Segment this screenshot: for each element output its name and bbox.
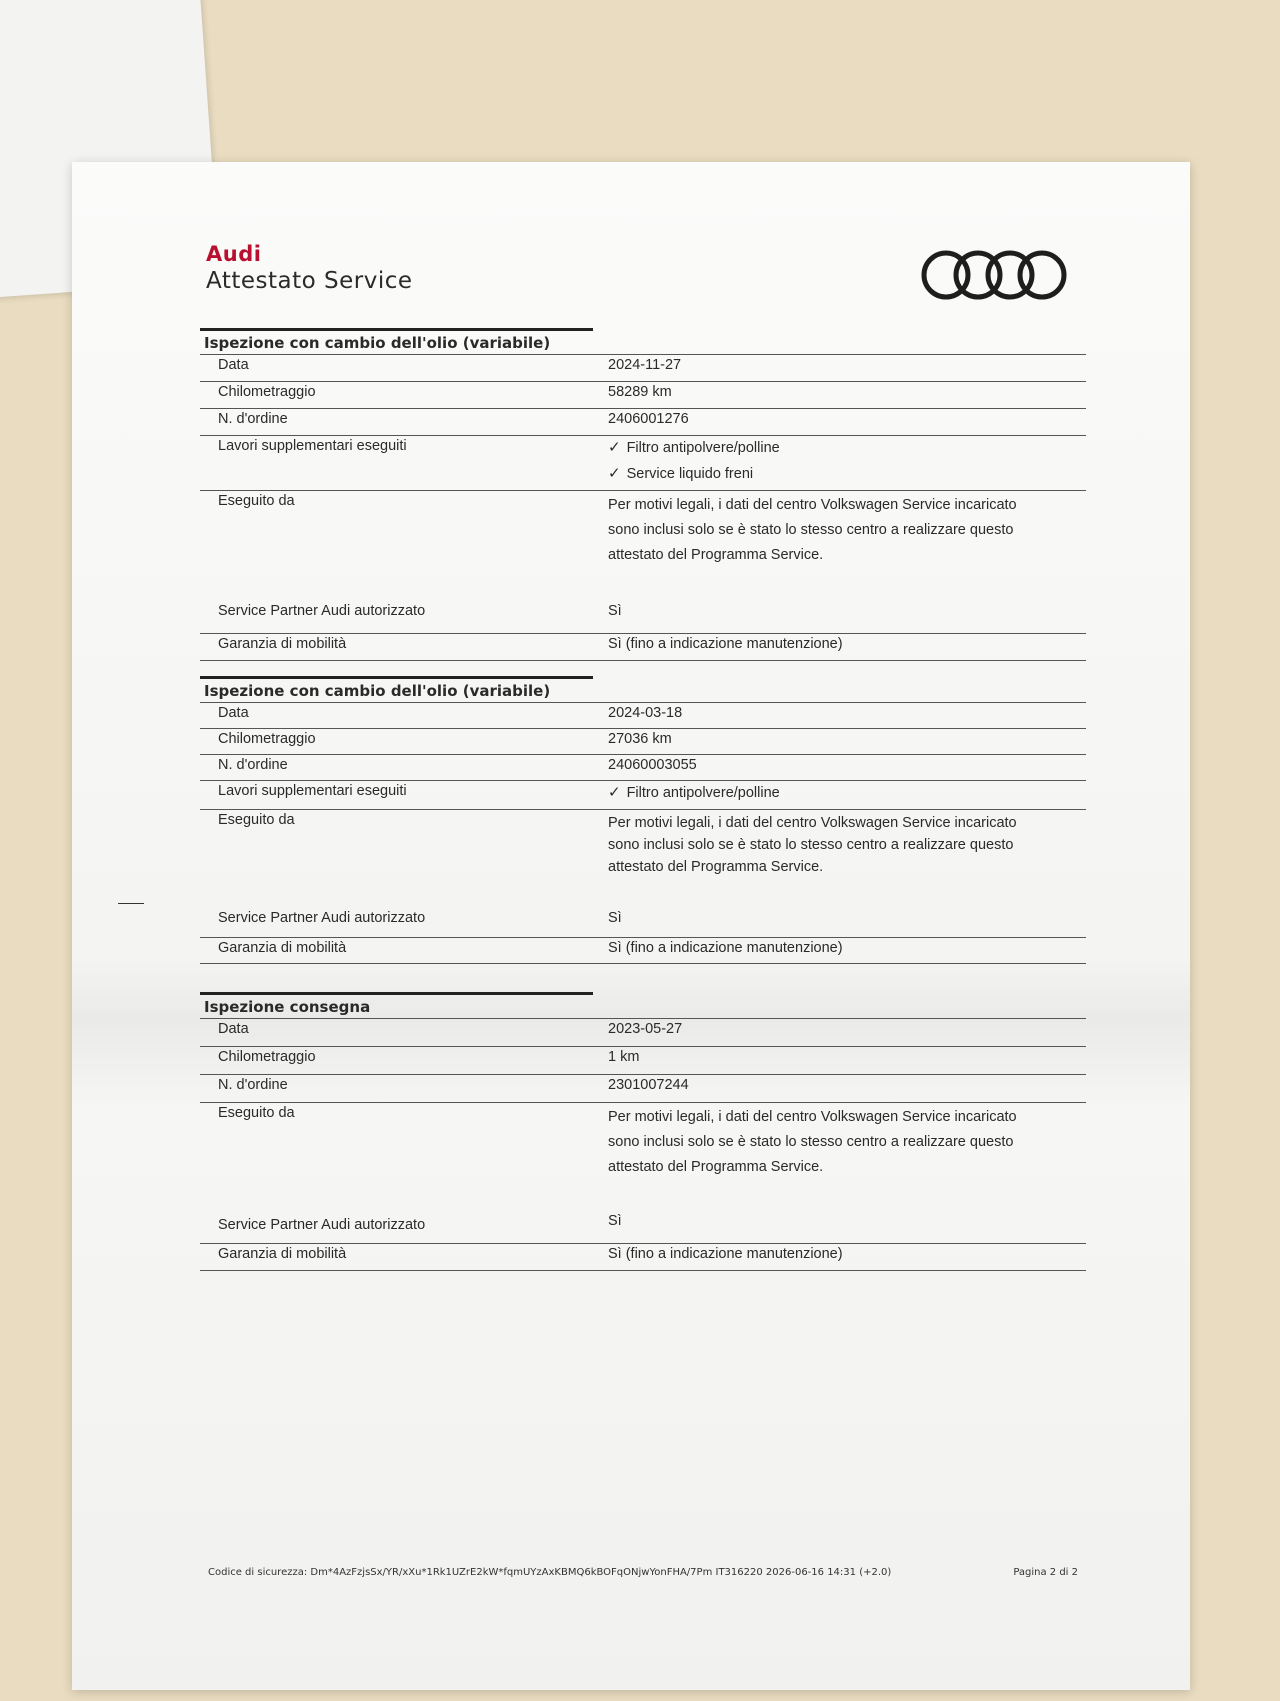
- service-certificate-page: [72, 162, 1190, 1690]
- performed-by-note: Per motivi legali, i dati del centro Volkswagen Service incaricato sono inclusi solo se è stato lo stesso centro a realizzare questo attestato del Programma Service.: [608, 497, 1017, 563]
- order-number-label: N. d'ordine: [218, 1077, 288, 1093]
- mileage-value: 1 km: [608, 1049, 640, 1065]
- mileage-label: Chilometraggio: [218, 731, 316, 747]
- row-mileage: [200, 729, 1086, 755]
- row-mobility-guarantee: [200, 938, 1086, 964]
- mileage-label: Chilometraggio: [218, 384, 316, 400]
- page-number: Pagina 2 di 2: [1013, 1567, 1078, 1578]
- order-number-value: 2406001276: [608, 411, 689, 427]
- section-title: Ispezione con cambio dell'olio (variabile): [200, 328, 593, 354]
- date-label: Data: [218, 1021, 249, 1037]
- document-title: Attestato Service: [206, 268, 413, 294]
- order-number-value: 2301007244: [608, 1077, 689, 1093]
- mobility-guarantee-value: Sì (fino a indicazione manutenzione): [608, 940, 843, 956]
- authorized-partner-value: Sì: [608, 910, 622, 926]
- checkmark-icon: ✓: [608, 784, 621, 801]
- authorized-partner-label: Service Partner Audi autorizzato: [218, 1217, 426, 1233]
- checkmark-icon: ✓: [608, 439, 621, 456]
- authorized-partner-label: Service Partner Audi autorizzato: [218, 910, 426, 926]
- row-extra-work: [200, 436, 1086, 491]
- extra-work-label: Lavori supplementari eseguiti: [218, 438, 407, 454]
- date-value: 2024-03-18: [608, 705, 683, 721]
- performed-by-note: Per motivi legali, i dati del centro Volkswagen Service incaricato sono inclusi solo se è stato lo stesso centro a realizzare questo attestato del Programma Service.: [608, 815, 1017, 875]
- section-title: Ispezione con cambio dell'olio (variabile): [200, 676, 593, 702]
- extra-work-list: [608, 783, 780, 801]
- row-date: [200, 354, 1086, 382]
- mobility-guarantee-value: Sì (fino a indicazione manutenzione): [608, 1246, 843, 1262]
- service-record-2: [200, 676, 1086, 964]
- section-title: Ispezione consegna: [200, 992, 593, 1018]
- row-performed-by: [200, 1103, 1086, 1244]
- performed-by-label: Eseguito da: [218, 493, 295, 509]
- mobility-guarantee-label: Garanzia di mobilità: [218, 940, 347, 956]
- authorized-partner-label: Service Partner Audi autorizzato: [218, 603, 426, 619]
- performed-by-label: Eseguito da: [218, 812, 295, 828]
- date-value: 2023-05-27: [608, 1021, 683, 1037]
- extra-work-item: ✓ Service liquido freni: [608, 465, 754, 482]
- row-performed-by: [200, 810, 1086, 938]
- row-performed-by: [200, 491, 1086, 634]
- authorized-partner-value: Sì: [608, 1213, 622, 1229]
- row-order-number: [200, 755, 1086, 781]
- date-label: Data: [218, 705, 249, 721]
- row-mobility-guarantee: [200, 634, 1086, 661]
- extra-work-item: ✓ Filtro antipolvere/polline: [608, 784, 780, 801]
- row-mileage: [200, 382, 1086, 409]
- service-record-3: [200, 992, 1086, 1271]
- checkmark-icon: ✓: [608, 465, 621, 482]
- row-order-number: [200, 409, 1086, 436]
- mileage-label: Chilometraggio: [218, 1049, 316, 1065]
- order-number-label: N. d'ordine: [218, 411, 288, 427]
- row-mobility-guarantee: [200, 1244, 1086, 1271]
- performed-by-note: Per motivi legali, i dati del centro Volkswagen Service incaricato sono inclusi solo se è stato lo stesso centro a realizzare questo attestato del Programma Service.: [608, 1109, 1017, 1175]
- authorized-partner-value: Sì: [608, 603, 622, 619]
- mileage-value: 27036 km: [608, 731, 672, 747]
- brand-name: Audi: [206, 242, 262, 266]
- extra-work-item: ✓ Filtro antipolvere/polline: [608, 439, 780, 456]
- performed-by-label: Eseguito da: [218, 1105, 295, 1121]
- date-label: Data: [218, 357, 249, 373]
- document-header: [206, 242, 413, 294]
- fold-mark: [118, 903, 144, 904]
- extra-work-list: [608, 438, 780, 482]
- mileage-value: 58289 km: [608, 384, 672, 400]
- row-date: [200, 702, 1086, 729]
- row-mileage: [200, 1047, 1086, 1075]
- audi-rings-logo: [920, 247, 1070, 303]
- order-number-label: N. d'ordine: [218, 757, 288, 773]
- security-code: Codice di sicurezza: Dm*4AzFzjsSx/YR/xXu*1Rk1UZrE2kW*fqmUYzAxKBMQ6kBOFqONjwYonFHA/7Pm IT316220 2026-06-16 14:31 (+2.0): [208, 1567, 892, 1578]
- extra-work-label: Lavori supplementari eseguiti: [218, 783, 407, 799]
- row-date: [200, 1018, 1086, 1047]
- service-record-1: [200, 328, 1086, 661]
- date-value: 2024-11-27: [608, 357, 682, 373]
- mobility-guarantee-label: Garanzia di mobilità: [218, 1246, 347, 1262]
- mobility-guarantee-label: Garanzia di mobilità: [218, 636, 347, 652]
- row-extra-work: [200, 781, 1086, 810]
- order-number-value: 24060003055: [608, 757, 697, 773]
- mobility-guarantee-value: Sì (fino a indicazione manutenzione): [608, 636, 843, 652]
- row-order-number: [200, 1075, 1086, 1103]
